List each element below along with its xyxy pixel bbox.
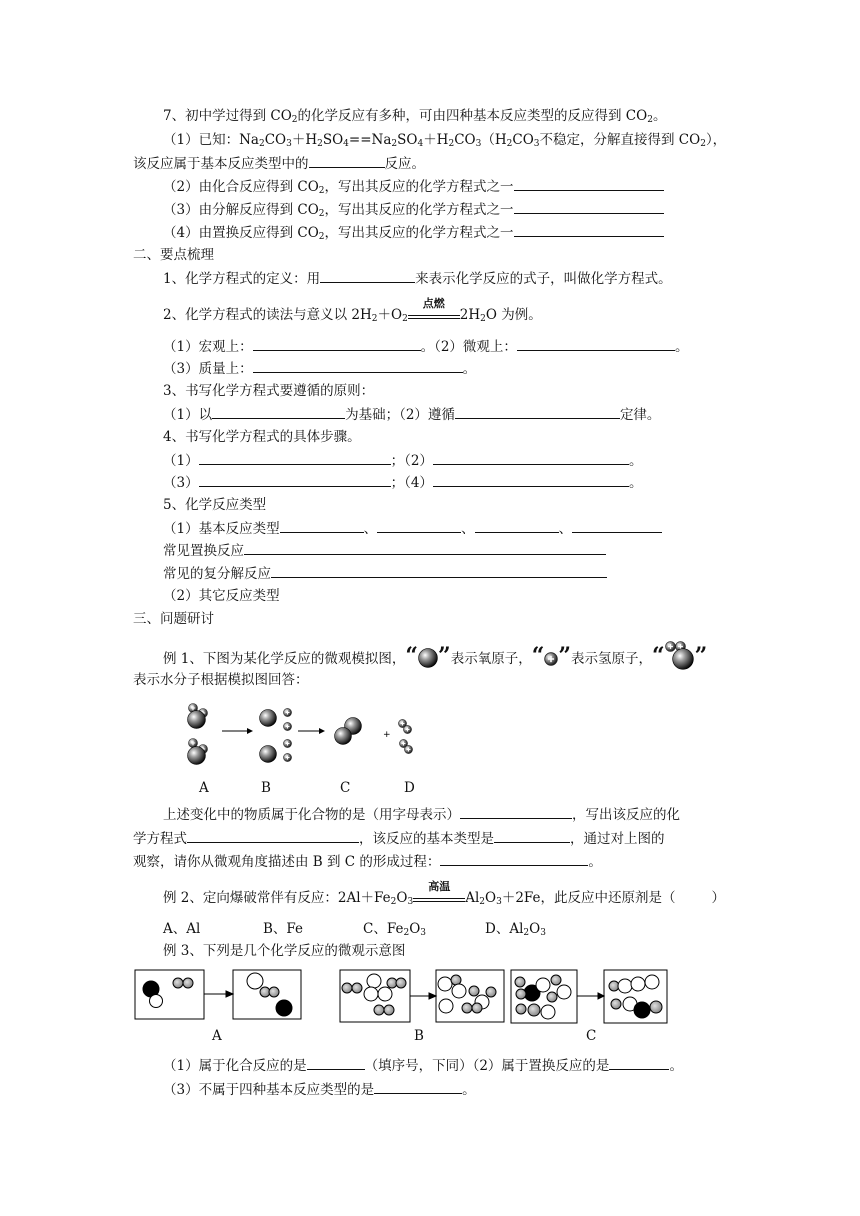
txt: （1）以: [163, 407, 213, 423]
condition-label: 高温: [428, 880, 451, 893]
close-quote: ”: [438, 643, 451, 669]
txt: 定律。: [619, 407, 661, 423]
txt: ，写出其反应的化学方程式之一: [324, 202, 514, 218]
reaction-condition-arrow: [413, 880, 465, 907]
example-1-q-line1: [163, 805, 680, 824]
answer-blank[interactable]: [320, 269, 415, 283]
basic-types: [163, 519, 662, 538]
q7-part4: （4）由置换反应得到 $CO_2$，写出其反应的化学方程式之一: [163, 223, 664, 242]
q7-intro-text: 7、初中学过得到 CO: [163, 108, 292, 124]
item-5: 5、化学反应类型: [163, 497, 267, 513]
txt: 为基础；（2）遵循: [345, 407, 455, 423]
q7-part1-line2: [133, 154, 425, 173]
principles: [163, 405, 660, 424]
txt: ，写出该反应的化: [572, 807, 680, 823]
answer-blank[interactable]: [187, 829, 359, 843]
txt: ，写出其反应的化学方程式之一: [324, 179, 514, 195]
txt: （1）属于化合反应的是: [163, 1058, 307, 1074]
txt: 例 2、定向爆破常伴有反应：2Al＋Fe: [163, 890, 391, 906]
txt: ＋O: [377, 307, 403, 323]
hydrogen-atom-icon: [544, 652, 558, 666]
separated-atoms: [260, 708, 292, 762]
item-2: 2、化学方程式的读法与意义以 $2H_2+O_2$ 点燃 $2H_2O$ 为例。: [163, 297, 542, 324]
answer-blank[interactable]: [455, 405, 620, 419]
txt: 2、化学方程式的读法与意义以 2H: [163, 307, 372, 323]
answer-blank[interactable]: [514, 200, 664, 214]
answer-blank[interactable]: [460, 805, 572, 819]
txt: 来表示化学反应的式子，叫做化学方程式。: [415, 271, 672, 287]
equal-line: [413, 898, 465, 899]
section-3-heading: 三、问题研讨: [133, 611, 214, 627]
close-quote: ”: [558, 643, 572, 669]
example-3-q3: [163, 1080, 476, 1099]
answer-blank[interactable]: [199, 451, 391, 465]
water-molecule-icon: [188, 704, 208, 729]
example-1-line2: 表示水分子根据模拟图回答：: [133, 672, 309, 688]
answer-blank[interactable]: [475, 519, 559, 533]
txt: （1）宏观上：: [163, 339, 253, 355]
meaning-1: [163, 337, 688, 356]
oxygen-atom-icon: [418, 648, 438, 668]
txt: ，写出其反应的化学方程式之一: [324, 225, 514, 241]
txt: 。: [674, 339, 689, 355]
txt: 1、化学方程式的定义：用: [163, 271, 321, 287]
answer-blank[interactable]: [307, 1056, 365, 1070]
equal-line: [408, 318, 460, 319]
steps-3-4: [163, 473, 642, 492]
txt: 2H: [459, 307, 481, 323]
txt: （3）质量上：: [163, 361, 253, 377]
txt: 表示氧原子，: [450, 651, 532, 667]
txt: CO: [264, 132, 287, 148]
oxygen-molecule-icon: [335, 718, 362, 745]
q7-intro-end: 。: [652, 108, 667, 124]
example-3: 例 3、下列是几个化学反应的微观示意图: [163, 943, 406, 959]
answer-blank[interactable]: [494, 829, 570, 843]
example-2: 例 2、定向爆破常伴有反应：$2Al+Fe_2O_3$ 高温 $Al_2O_3+2Fe$，此反应中还原剂是（ ）: [163, 880, 726, 907]
txt: 。（2）微观上：: [420, 339, 517, 355]
replacement-reaction: [163, 541, 606, 560]
txt: 上述变化中的物质属于化合物的是（用字母表示）: [163, 807, 460, 823]
open-quote: “: [405, 643, 419, 669]
txt: 、: [461, 521, 475, 537]
txt: 。: [628, 453, 643, 469]
txt: 。: [588, 854, 602, 870]
txt: 观察，请你从微观角度描述由 B 到 C 的形成过程：: [133, 854, 441, 870]
txt: 、: [558, 521, 573, 537]
answer-blank[interactable]: [212, 405, 345, 419]
txt: 表示氢原子，: [571, 651, 653, 667]
txt: ＋H: [291, 132, 318, 148]
water-molecule-icon: [188, 739, 208, 765]
answer-blank[interactable]: [271, 564, 607, 578]
txt: CO: [512, 132, 534, 148]
answer-blank[interactable]: [253, 359, 463, 373]
txt: ，该反应的基本类型是: [359, 831, 494, 847]
fig3-label-a: A: [212, 1028, 222, 1044]
answer-blank[interactable]: [280, 519, 364, 533]
fig1-label-c: C: [340, 780, 351, 796]
txt: （1）基本反应类型: [163, 521, 280, 537]
txt: O: [485, 890, 497, 906]
answer-blank[interactable]: [433, 473, 629, 487]
q7-part2: （2）由化合反应得到 $CO_2$，写出其反应的化学方程式之一: [163, 177, 664, 196]
txt: 常见的复分解反应: [163, 566, 271, 582]
reaction-figure-3: [134, 964, 669, 1026]
txt: 。: [669, 1058, 683, 1074]
txt: 反应。: [384, 156, 425, 172]
txt: C、Fe: [363, 921, 404, 937]
close-quote: ”: [694, 643, 708, 669]
txt: （3）由分解反应得到 CO: [163, 202, 319, 218]
txt: 常见置换反应: [163, 543, 244, 559]
other-types: （2）其它反应类型: [163, 588, 280, 604]
txt: （2）由化合反应得到 CO: [163, 179, 319, 195]
txt: （4）由置换反应得到 CO: [163, 225, 319, 241]
txt: （3）: [163, 475, 199, 491]
answer-blank[interactable]: [244, 541, 606, 555]
txt: （1）已知：Na: [163, 132, 259, 148]
txt: CO: [454, 132, 476, 148]
q7-part1: （1）已知：$Na_2CO_3+H_2SO_4==Na_2SO_4+H_2CO_3(H_2CO_3$不稳定，分解直接得到 $CO_2$），: [163, 132, 727, 149]
answer-blank[interactable]: [253, 337, 421, 351]
option-b[interactable]: B、Fe: [263, 921, 304, 937]
hydrogen-molecule-icon: [398, 719, 412, 753]
txt: 。: [628, 475, 643, 491]
steps-1-2: [163, 451, 642, 470]
txt: 。: [462, 1082, 476, 1098]
txt: 。: [462, 361, 477, 377]
item-4: 4、书写化学方程式的具体步骤。: [163, 429, 361, 445]
txt: SO: [397, 132, 418, 148]
condition-label: 点燃: [422, 297, 445, 310]
equal-line: [413, 901, 465, 902]
txt: ；（4）: [390, 475, 433, 491]
txt: O 为例。: [485, 307, 542, 323]
txt: ＋2Fe，此反应中还原剂是（: [501, 890, 676, 906]
txt: 、: [363, 521, 378, 537]
txt: 学方程式: [133, 831, 187, 847]
q7-intro: 7、初中学过得到 $CO_2$的化学反应有多种，可由四种基本反应类型的反应得到 $CO_2$。: [163, 108, 667, 125]
answer-blank[interactable]: [199, 473, 391, 487]
example-3-q1: [163, 1056, 683, 1075]
fig3-label-b: B: [414, 1028, 424, 1044]
option-d[interactable]: D、$Al_2O_3$: [485, 921, 546, 938]
txt: （3）不属于四种基本反应类型的是: [163, 1082, 375, 1098]
q7-part3: （3）由分解反应得到 $CO_2$，写出其反应的化学方程式之一: [163, 200, 664, 219]
txt: ＋H: [423, 132, 449, 148]
meaning-3: [163, 359, 476, 378]
example-1-line1: [163, 641, 707, 671]
fig1-label-a: A: [199, 780, 209, 796]
txt: （H: [481, 132, 507, 148]
equal-line: [408, 315, 460, 316]
reaction-condition-arrow: [408, 297, 460, 324]
answer-blank[interactable]: [514, 177, 664, 191]
txt: ）: [711, 890, 726, 906]
fig1-label-b: B: [261, 780, 271, 796]
answer-blank[interactable]: [609, 1056, 669, 1070]
answer-blank[interactable]: [433, 451, 629, 465]
fig3-label-c: C: [586, 1028, 597, 1044]
plus-sign: +: [383, 730, 391, 740]
txt: ；（2）: [390, 453, 433, 469]
answer-blank[interactable]: [377, 519, 461, 533]
txt: 例 1、下图为某化学反应的微观模拟图，: [163, 651, 406, 667]
answer-blank[interactable]: [517, 337, 675, 351]
answer-blank[interactable]: [440, 852, 588, 866]
item-3: 3、书写化学方程式要遵循的原则：: [163, 383, 375, 399]
fig1-label-d: D: [404, 780, 415, 796]
option-a[interactable]: A、Al: [163, 921, 201, 937]
txt: ），: [705, 132, 727, 148]
option-c[interactable]: C、$Fe_2O_3$: [363, 921, 426, 938]
txt: （1）: [163, 453, 199, 469]
txt: ==Na: [348, 132, 392, 148]
txt: （填序号，下同）（2）属于置换反应的是: [364, 1058, 610, 1074]
txt: ，通过对上图的: [570, 831, 665, 847]
open-quote: “: [531, 643, 545, 669]
txt: 不稳定，分解直接得到 CO: [539, 132, 701, 148]
open-quote: “: [652, 643, 665, 669]
item-1: [163, 269, 672, 288]
section-2-heading: 二、要点梳理: [133, 247, 214, 263]
answer-blank[interactable]: [309, 154, 385, 168]
water-molecule-icon: [665, 641, 695, 671]
reaction-figure-1: [180, 700, 430, 800]
answer-blank[interactable]: [572, 519, 662, 533]
double-decomposition: [163, 564, 607, 583]
example-1-q-line3: [133, 852, 602, 871]
answer-blank[interactable]: [514, 223, 664, 237]
txt: Al: [465, 890, 480, 906]
answer-blank[interactable]: [374, 1080, 462, 1094]
q7-intro-text-2: 的化学反应有多种，可由四种基本反应类型的反应得到 CO: [297, 108, 648, 124]
txt: 该反应属于基本反应类型中的: [133, 156, 309, 172]
txt: D、Al: [485, 921, 524, 937]
example-1-q-line2: [133, 829, 665, 848]
txt: SO: [322, 132, 344, 148]
